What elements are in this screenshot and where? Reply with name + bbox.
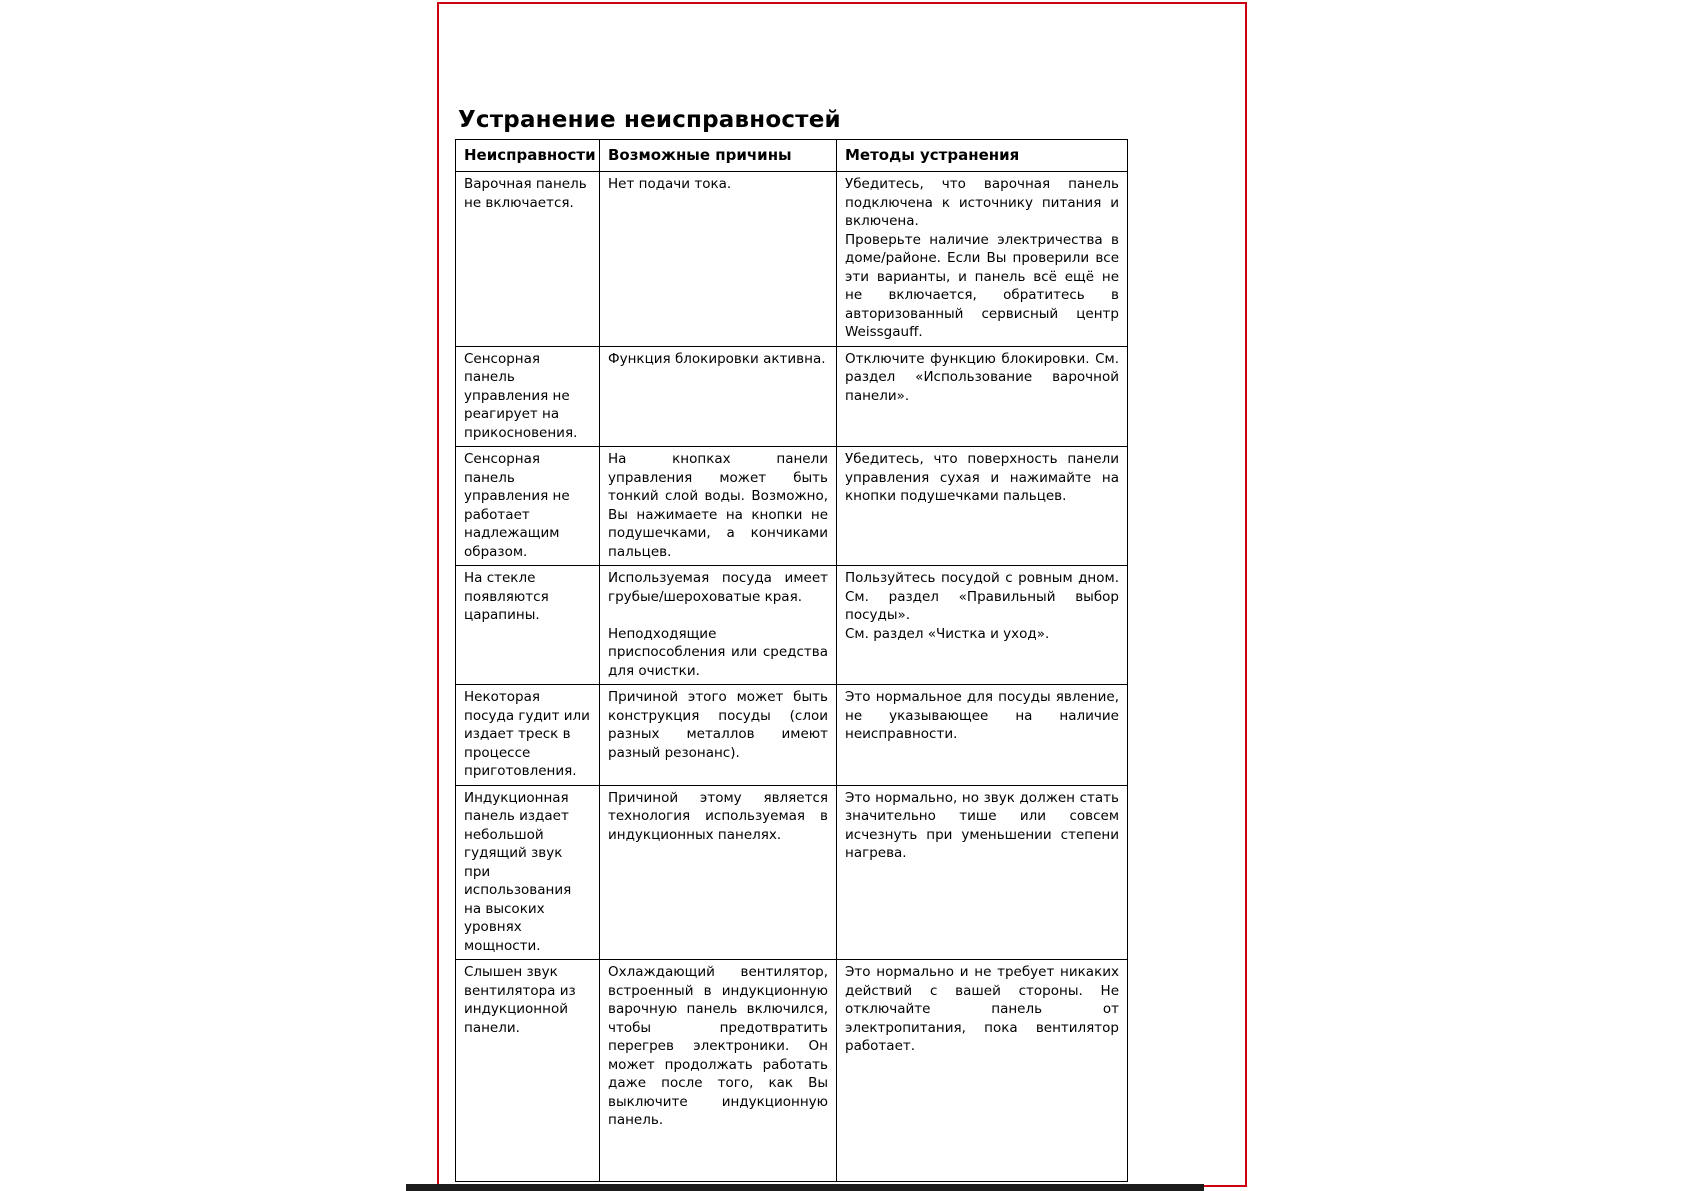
table-row [456, 566, 1128, 685]
remedy-cell [837, 346, 1128, 447]
fault-text: Варочная панель не включается. [464, 176, 587, 211]
remedy-cell [837, 785, 1128, 960]
cause-text: Неподходящие приспособления или средства для очистки. [608, 625, 828, 679]
table-header-row [456, 140, 1128, 172]
cause-cell [600, 172, 837, 347]
cause-cell [600, 566, 837, 685]
cause-cell [600, 785, 837, 960]
table-row [456, 785, 1128, 960]
cause-text: На кнопках панели управления может быть тонкий слой воды. Возможно, Вы нажимаете на кнопки не подушечками, а кончиками пальцев. [608, 451, 828, 560]
fault-text: Слышен звук вентилятора из индукционной панели. [464, 964, 576, 1036]
fault-text: Сенсорная панель управления не реагирует на прикосновения. [464, 350, 578, 441]
remedy-text: Проверьте наличие электричества в доме/районе. Если Вы проверили все эти варианты, и панель всё ещё не не включается, обратитесь в авторизованный сервисный центр Weissgauff. [845, 231, 1119, 340]
cause-text: Охлаждающий вентилятор, встроенный в индукционную варочную панель включился, чтобы предотвратить перегрев электроники. Он может продолжать работать даже после того, как Вы выключите индукционную панель. [608, 964, 828, 1128]
header-remedies: Методы устранения [837, 140, 1128, 172]
cause-text: Причиной этому является технология используемая в индукционных панелях. [608, 789, 828, 843]
fault-cell [456, 785, 600, 960]
cause-text: Используемая посуда имеет грубые/шероховатые края. [608, 570, 828, 605]
page-title: Устранение неисправностей [458, 107, 841, 134]
fault-text: Сенсорная панель управления не работает надлежащим образом. [464, 451, 570, 560]
table-row [456, 960, 1128, 1182]
fault-text: На стекле появляются царапины. [464, 570, 549, 623]
next-page-top-edge [406, 1184, 1204, 1191]
cause-cell [600, 960, 837, 1182]
header-causes: Возможные причины [600, 140, 837, 172]
cause-text: Причиной этого может быть конструкция посуды (слои разных металлов имеют разный резонанс). [608, 689, 828, 761]
fault-text: Некоторая посуда гудит или издает треск в процессе приготовления. [464, 689, 590, 779]
remedy-cell [837, 685, 1128, 786]
troubleshooting-table [455, 139, 1128, 1182]
remedy-cell [837, 447, 1128, 566]
remedy-cell [837, 566, 1128, 685]
table-row [456, 685, 1128, 786]
cause-text: Функция блокировки активна. [608, 350, 826, 367]
remedy-text: Убедитесь, что варочная панель подключена к источнику питания и включена. [845, 176, 1119, 229]
remedy-text: Убедитесь, что поверхность панели управления сухая и нажимайте на кнопки подушечками пальцев. [845, 451, 1119, 504]
table-row [456, 447, 1128, 566]
fault-cell [456, 685, 600, 786]
fault-text: Индукционная панель издает небольшой гудящий звук при использования на высоких уровнях мощности. [464, 789, 572, 954]
cause-text: Нет подачи тока. [608, 176, 732, 192]
remedy-text: Отключите функцию блокировки. См. раздел «Использование варочной панели». [845, 350, 1119, 404]
remedy-text: Это нормальное для посуды явление, не указывающее на наличие неисправности. [845, 689, 1119, 742]
fault-cell [456, 172, 600, 347]
cause-cell [600, 447, 837, 566]
fault-cell [456, 346, 600, 447]
fault-cell [456, 960, 600, 1182]
cause-cell [600, 346, 837, 447]
table-row [456, 172, 1128, 347]
remedy-text: Пользуйтесь посудой с ровным дном. См. раздел «Правильный выбор посуды». [845, 570, 1119, 623]
header-faults: Неисправности [456, 140, 600, 172]
table-row [456, 346, 1128, 447]
remedy-cell [837, 172, 1128, 347]
remedy-text: Это нормально, но звук должен стать значительно тише или совсем исчезнуть при уменьшении степени нагрева. [845, 789, 1119, 861]
remedy-cell [837, 960, 1128, 1182]
fault-cell [456, 566, 600, 685]
cause-cell [600, 685, 837, 786]
fault-cell [456, 447, 600, 566]
remedy-text: Это нормально и не требует никаких действий с вашей стороны. Не отключайте панель от электропитания, пока вентилятор работает. [845, 964, 1119, 1054]
remedy-text: См. раздел «Чистка и уход». [845, 625, 1050, 642]
